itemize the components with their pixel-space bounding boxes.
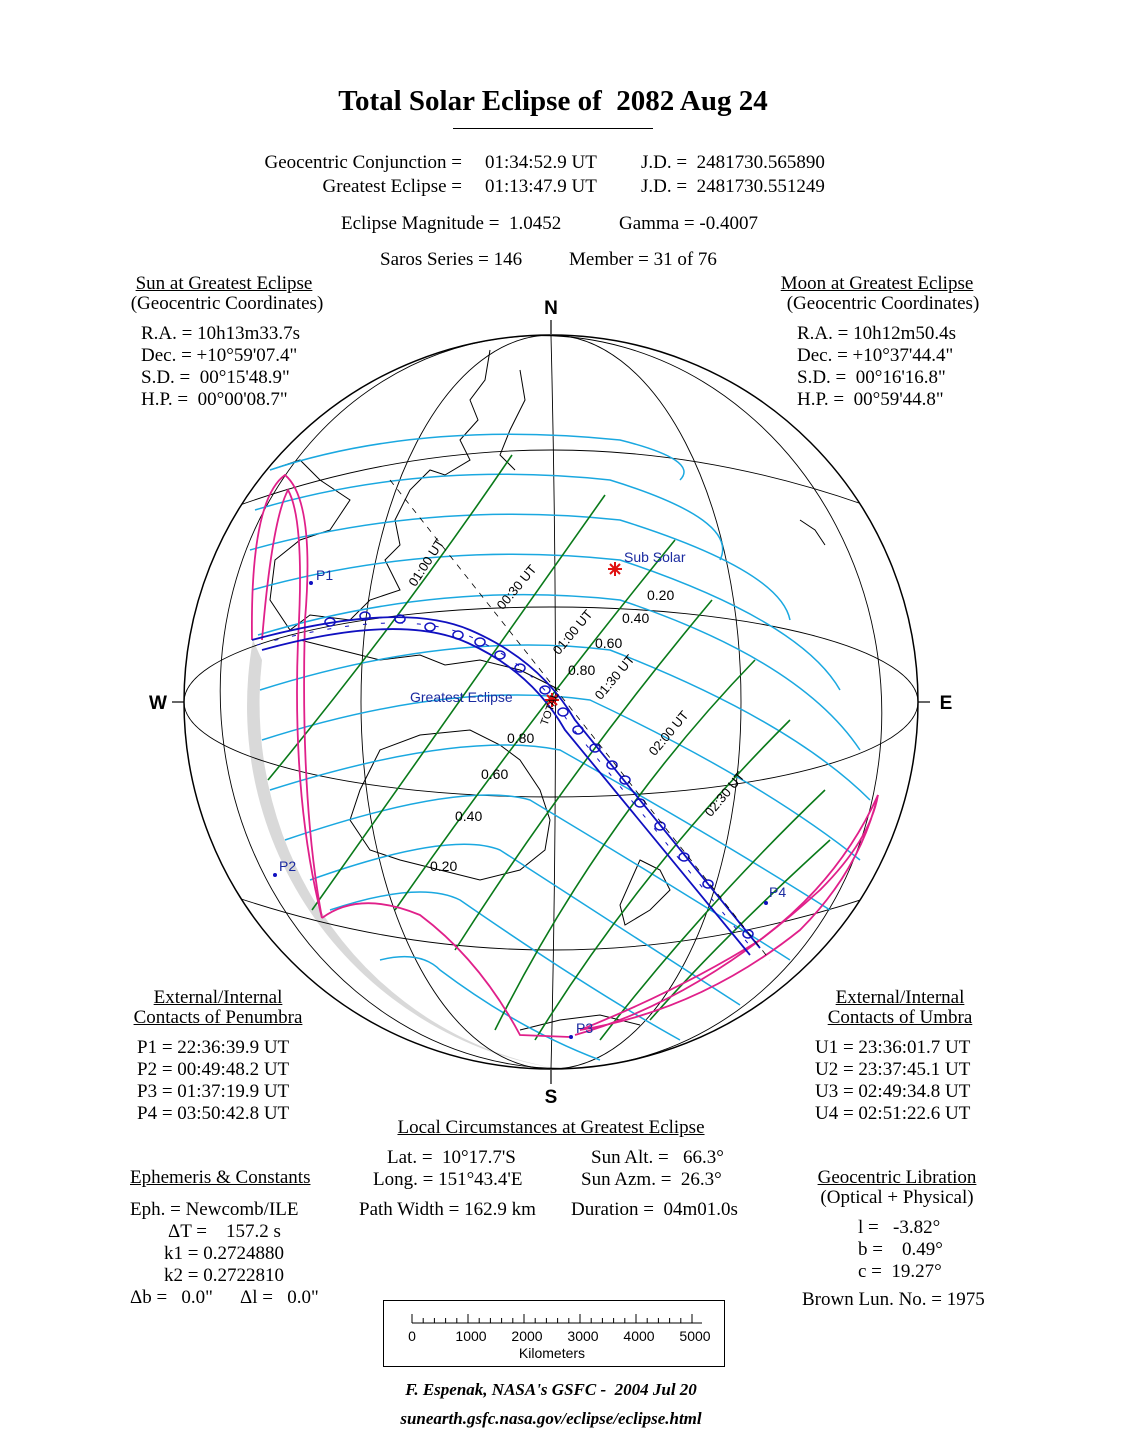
west-label: W (149, 693, 167, 714)
greatest-eclipse-label: Greatest Eclipse (410, 689, 513, 705)
sub-solar-marker (608, 562, 622, 576)
p4-label: P4 (769, 884, 787, 900)
greatest-eclipse-value: 01:13:47.9 UT (485, 176, 597, 197)
moon-heading: Moon at Greatest Eclipse (780, 273, 974, 294)
time-label-1: 01:00 UT (405, 536, 448, 590)
contact-u4: U4 = 02:51:22.6 UT (815, 1103, 971, 1124)
local-sun-azm: Sun Azm. = 26.3° (581, 1169, 722, 1190)
ephemeris-delta-t: ΔT = 157.2 s (168, 1221, 281, 1242)
mag-lower-4: 0.20 (430, 858, 458, 874)
mag-lower-1: 0.80 (507, 730, 535, 746)
total-label: TOTAL (538, 690, 562, 728)
local-path-width: Path Width = 162.9 km (359, 1199, 536, 1220)
credit-line: F. Espenak, NASA's GSFC - 2004 Jul 20 (405, 1380, 697, 1399)
libration-b: b = 0.49° (858, 1239, 943, 1260)
mag-upper-2: 0.40 (622, 610, 650, 626)
sun-hp: H.P. = 00°00'08.7" (141, 389, 288, 410)
sun-dec: Dec. = +10°59'07.4" (141, 345, 298, 366)
totality-ovals (325, 612, 753, 938)
ephemeris-k2: k2 = 0.2722810 (164, 1265, 284, 1286)
local-lat: Lat. = 10°17.7'S (387, 1147, 516, 1168)
local-duration: Duration = 04m01.0s (571, 1199, 738, 1220)
source-url: sunearth.gsfc.nasa.gov/eclipse/eclipse.html (400, 1409, 702, 1428)
ephemeris-k1: k1 = 0.2724880 (164, 1243, 284, 1264)
totality-path (252, 617, 760, 955)
sun-subheading: (Geocentric Coordinates) (130, 293, 324, 314)
south-label: S (544, 1087, 558, 1108)
local-sun-alt: Sun Alt. = 66.3° (591, 1147, 724, 1168)
coastlines (270, 350, 825, 1030)
sun-sd: S.D. = 00°15'48.9" (141, 367, 290, 388)
scale-tick-1000: 1000 (455, 1328, 487, 1344)
conjunction-label: Geocentric Conjunction = (264, 152, 462, 173)
contact-p4: P4 = 03:50:42.8 UT (137, 1103, 290, 1124)
contact-u2: U2 = 23:37:45.1 UT (815, 1059, 971, 1080)
p1-label: P1 (316, 567, 334, 583)
time-label-4: 01:30 UT (591, 651, 638, 703)
scale-unit: Kilometers (518, 1345, 586, 1361)
magnitude-curves (250, 434, 870, 1060)
ephemeris-delta-l: Δl = 0.0" (240, 1287, 319, 1308)
contact-p2: P2 = 00:49:48.2 UT (137, 1059, 290, 1080)
penumbra-heading-1: External/Internal (153, 987, 283, 1008)
mag-upper-1: 0.20 (647, 587, 675, 603)
mag-upper-3: 0.60 (595, 635, 623, 651)
north-label: N (544, 298, 558, 319)
time-label-5: 02:00 UT (645, 707, 692, 759)
local-long: Long. = 151°43.4'E (373, 1169, 523, 1190)
scale-tick-3000: 3000 (567, 1328, 599, 1344)
saros-member: Member = 31 of 76 (569, 249, 717, 270)
ephemeris-heading: Ephemeris & Constants (130, 1167, 311, 1188)
mag-upper-4: 0.80 (568, 662, 596, 678)
moon-subheading: (Geocentric Coordinates) (786, 293, 980, 314)
contact-p3: P3 = 01:37:19.9 UT (137, 1081, 290, 1102)
libration-l: l = -3.82° (858, 1217, 941, 1238)
contact-p1: P1 = 22:36:39.9 UT (137, 1037, 290, 1058)
page-title: Total Solar Eclipse of 2082 Aug 24 (338, 85, 768, 117)
p4-point (764, 901, 768, 905)
sun-ra: R.A. = 10h13m33.7s (141, 323, 301, 344)
p3-point (569, 1035, 573, 1039)
libration-c: c = 19.27° (858, 1261, 942, 1282)
contact-u3: U3 = 02:49:34.8 UT (815, 1081, 971, 1102)
scale-tick-4000: 4000 (623, 1328, 655, 1344)
scale-tick-0: 0 (408, 1328, 416, 1344)
scale-tick-5000: 5000 (679, 1328, 711, 1344)
brown-lunation: Brown Lun. No. = 1975 (802, 1289, 985, 1310)
time-label-2: 00:30 UT (493, 561, 540, 613)
mag-lower-3: 0.40 (455, 808, 483, 824)
libration-subheading: (Optical + Physical) (820, 1187, 974, 1208)
saros-series: Saros Series = 146 (380, 249, 523, 270)
contact-u1: U1 = 23:36:01.7 UT (815, 1037, 971, 1058)
conjunction-jd: J.D. = 2481730.565890 (641, 152, 825, 173)
umbra-heading-2: Contacts of Umbra (827, 1007, 973, 1028)
umbra-heading-1: External/Internal (835, 987, 965, 1008)
moon-hp: H.P. = 00°59'44.8" (797, 389, 944, 410)
mag-lower-2: 0.60 (481, 766, 509, 782)
time-label-3: 01:00 UT (549, 606, 596, 658)
p2-label: P2 (279, 858, 297, 874)
eclipse-gamma: Gamma = -0.4007 (619, 213, 758, 234)
eclipse-magnitude: Eclipse Magnitude = 1.0452 (341, 213, 562, 234)
p3-label: P3 (576, 1020, 594, 1036)
p1-point (309, 581, 313, 585)
greatest-eclipse-label: Greatest Eclipse = (322, 176, 462, 197)
sun-heading: Sun at Greatest Eclipse (135, 273, 313, 294)
greatest-eclipse-jd: J.D. = 2481730.551249 (641, 176, 825, 197)
penumbra-heading-2: Contacts of Penumbra (133, 1007, 303, 1028)
local-heading: Local Circumstances at Greatest Eclipse (397, 1117, 705, 1138)
time-label-6: 02:30 UT (701, 768, 748, 820)
sub-solar-label: Sub Solar (624, 549, 686, 565)
moon-ra: R.A. = 10h12m50.4s (797, 323, 957, 344)
ephemeris-delta-b: Δb = 0.0" (130, 1287, 213, 1308)
libration-heading: Geocentric Libration (817, 1167, 977, 1188)
moon-sd: S.D. = 00°16'16.8" (797, 367, 946, 388)
moon-dec: Dec. = +10°37'44.4" (797, 345, 954, 366)
east-label: E (939, 693, 953, 714)
conjunction-value: 01:34:52.9 UT (485, 152, 597, 173)
scale-bar (384, 1301, 724, 1366)
scale-box (383, 1300, 725, 1367)
scale-tick-2000: 2000 (511, 1328, 543, 1344)
p2-point (273, 873, 277, 877)
ephemeris-eph: Eph. = Newcomb/ILE (130, 1199, 299, 1220)
